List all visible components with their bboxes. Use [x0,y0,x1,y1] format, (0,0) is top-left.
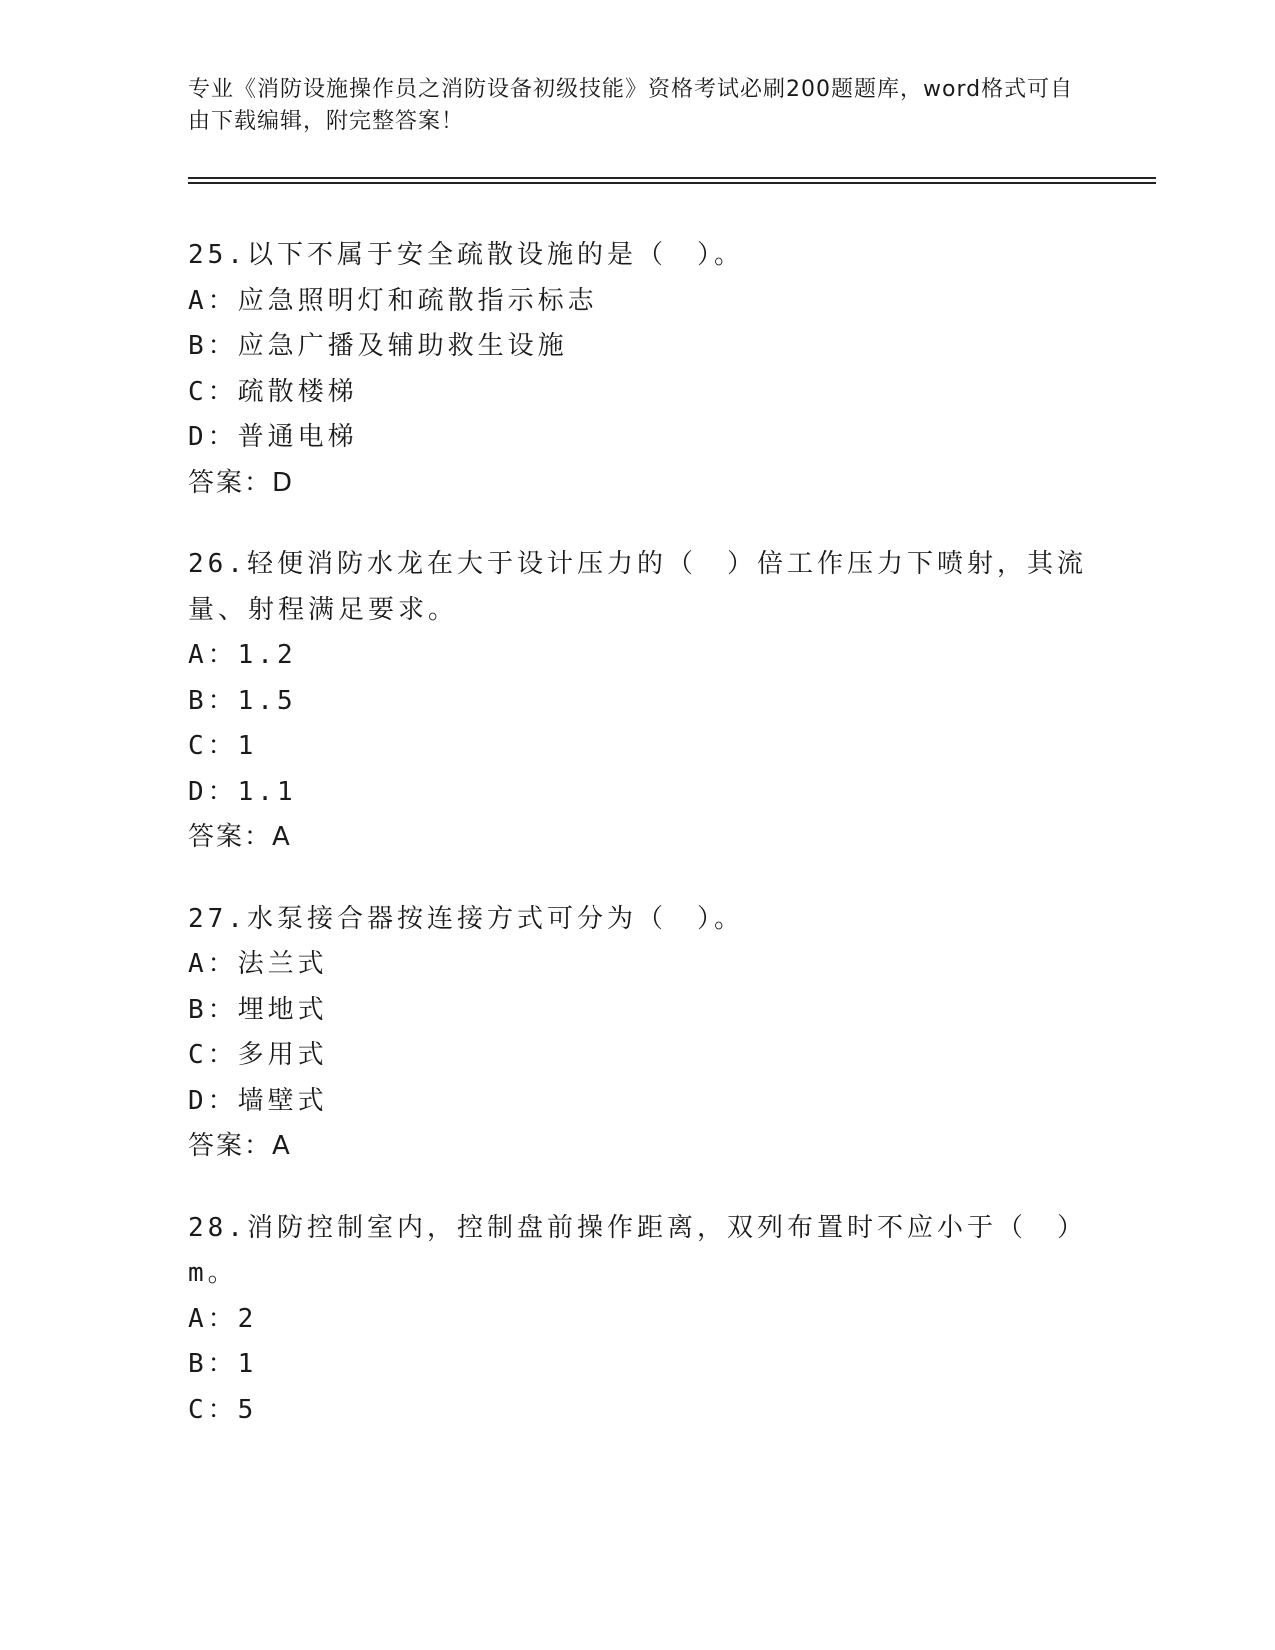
question-stem: 26.轻便消防水龙在大于设计压力的（ ）倍工作压力下喷射，其流量、射程满足要求。 [188,549,1087,625]
option-b: B：应急广播及辅助救生设施 [188,331,568,361]
question-stem: 25.以下不属于安全疏散设施的是（ ）。 [188,240,744,270]
question-28 [188,1206,1088,1434]
question-26 [188,542,1088,861]
option-a: A：法兰式 [188,949,328,979]
option-c: C：1 [188,731,258,761]
document-header: 专业《消防设施操作员之消防设备初级技能》资格考试必刷200题题库，word格式可自由下载编辑，附完整答案！ [188,77,1074,134]
question-25 [188,233,1088,506]
question-list [188,233,1088,1469]
answer: 答案：A [188,822,292,852]
option-c: C：5 [188,1394,258,1425]
option-b: B：埋地式 [188,994,328,1025]
option-b: B：1.5 [188,685,297,716]
header-divider-bottom [188,182,1156,184]
header-divider-top [188,177,1156,179]
answer: 答案：D [188,467,295,498]
option-c: C：疏散楼梯 [188,376,358,407]
option-a: A：应急照明灯和疏散指示标志 [188,285,598,316]
option-a: A：2 [188,1303,258,1334]
option-b: B：1 [188,1349,258,1379]
option-d: D：墙壁式 [188,1085,328,1116]
option-d: D：1.1 [188,776,297,807]
answer: 答案：A [188,1131,292,1161]
question-stem: 28.消防控制室内，控制盘前操作距离，双列布置时不应小于（ ）m。 [188,1212,1087,1288]
option-c: C：多用式 [188,1040,328,1070]
option-a: A：1.2 [188,640,297,670]
option-d: D：普通电梯 [188,422,358,452]
question-27 [188,897,1088,1170]
question-stem: 27.水泵接合器按连接方式可分为（ ）。 [188,903,744,934]
